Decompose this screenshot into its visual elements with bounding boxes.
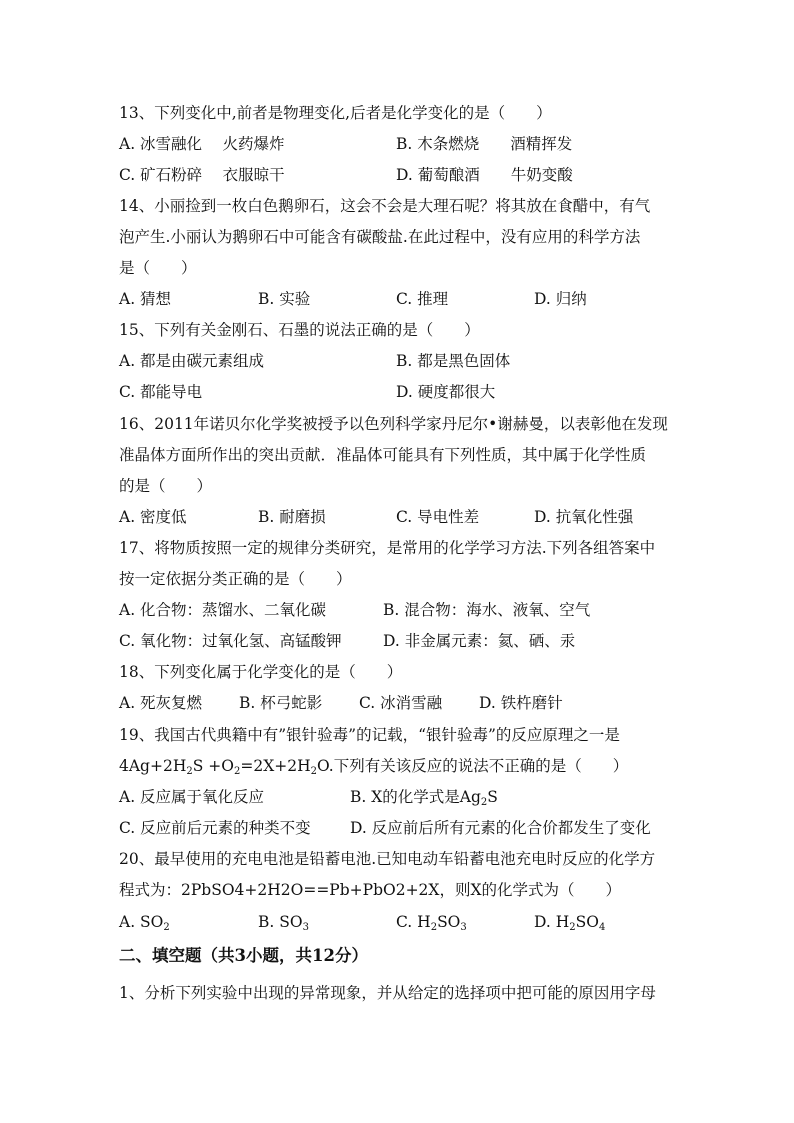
q17-option-b: B. 混合物：海水、液氧、空气 [383,601,591,619]
q15-stem: 15、下列有关金刚石、石墨的说法正确的是（ ） [119,321,480,339]
q20-stem-1: 20、最早使用的充电电池是铅蓄电池.已知电动车铅蓄电池充电时反应的化学方 [119,850,656,868]
q19-option-d: D. 反应前后所有元素的化合价都发生了变化 [350,819,651,837]
section-title: 二、填空题（共3小题，共12分） [119,946,368,965]
q17-option-a: A. 化合物：蒸馏水、二氧化碳 [119,601,327,619]
q19-equation: $4Ag+2H_2S +O_2=2X+2H_2O$.下列有关该反应的说法不正确的是（ ） [119,757,629,777]
q13-option-c: C. 矿石粉碎 衣服晾干 [119,166,285,184]
q19-stem-1: 19、我国古代典籍中有”银针验毒”的记载，“银针验毒”的反应原理之一是 [119,726,620,744]
q16-stem-1: 16、2011年诺贝尔化学奖被授予以色列科学家丹尼尔•谢赫曼，以表彰他在发现 [119,415,668,433]
q18-option-d: D. 铁杵磨针 [479,694,563,712]
q15-option-c: C. 都能导电 [119,383,203,401]
q20-stem-2: 程式为：2PbSO4+2H2O==Pb+PbO2+2X，则X的化学式为（ ） [119,881,621,899]
q14-option-a: A. 猜想 [119,290,172,308]
q19-option-c: C. 反应前后元素的种类不变 [119,819,311,837]
q18-option-c: C. 冰消雪融 [359,694,443,712]
q15-option-d: D. 硬度都很大 [396,383,496,401]
q14-option-d: D. 归纳 [534,290,587,308]
q17-stem-1: 17、将物质按照一定的规律分类研究，是常用的化学学习方法.下列各组答案中 [119,539,656,557]
q17-option-c: C. 氧化物：过氧化氢、高锰酸钾 [119,632,342,650]
q13-option-a: A. 冰雪融化 火药爆炸 [119,135,285,153]
q18-stem: 18、下列变化属于化学变化的是（ ） [119,663,403,681]
q20-option-b: B. $SO_3$ [258,913,309,933]
q20-option-c: C. $H_2SO_3$ [396,913,467,933]
q14-stem-2: 泡产生.小丽认为鹅卵石中可能含有碳酸盐.在此过程中，没有应用的科学方法 [119,228,641,246]
q15-option-a: A. 都是由碳元素组成 [119,352,265,370]
q19-option-a: A. 反应属于氧化反应 [119,788,265,806]
q13-option-b: B. 木条燃烧 酒精挥发 [396,135,573,153]
q18-option-a: A. 死灰复燃 [119,694,203,712]
q16-stem-3: 的是（ ） [119,477,213,495]
q14-stem-3: 是（ ） [119,259,197,277]
q14-option-b: B. 实验 [258,290,311,308]
q16-stem-2: 准晶体方面所作出的突出贡献．准晶体可能具有下列性质，其中属于化学性质 [119,446,647,464]
q16-option-a: A. 密度低 [119,508,187,526]
q17-option-d: D. 非金属元素：氦、硒、汞 [383,632,576,650]
q18-option-b: B. 杯弓蛇影 [239,694,323,712]
q20-option-a: A. $SO_2$ [119,913,170,933]
q20-option-d: D. $H_2SO_4$ [534,913,606,933]
q17-stem-2: 按一定依据分类正确的是（ ） [119,570,352,588]
q16-option-d: D. 抗氧化性强 [534,508,634,526]
q15-option-b: B. 都是黑色固体 [396,352,511,370]
q16-option-b: B. 耐磨损 [258,508,326,526]
q19-option-b: B. X的化学式是$Ag_2S$ [350,788,498,808]
section2-q1-stem: 1、分析下列实验中出现的异常现象，并从给定的选择项中把可能的原因用字母 [119,984,656,1002]
q13-stem: 13、下列变化中,前者是物理变化,后者是化学变化的是（ ） [119,104,552,122]
q14-option-c: C. 推理 [396,290,449,308]
q14-stem-1: 14、小丽捡到一枚白色鹅卵石，这会不会是大理石呢？将其放在食醋中，有气 [119,197,651,215]
q13-option-d: D. 葡萄酿酒 牛奶变酸 [396,166,573,184]
q16-option-c: C. 导电性差 [396,508,480,526]
